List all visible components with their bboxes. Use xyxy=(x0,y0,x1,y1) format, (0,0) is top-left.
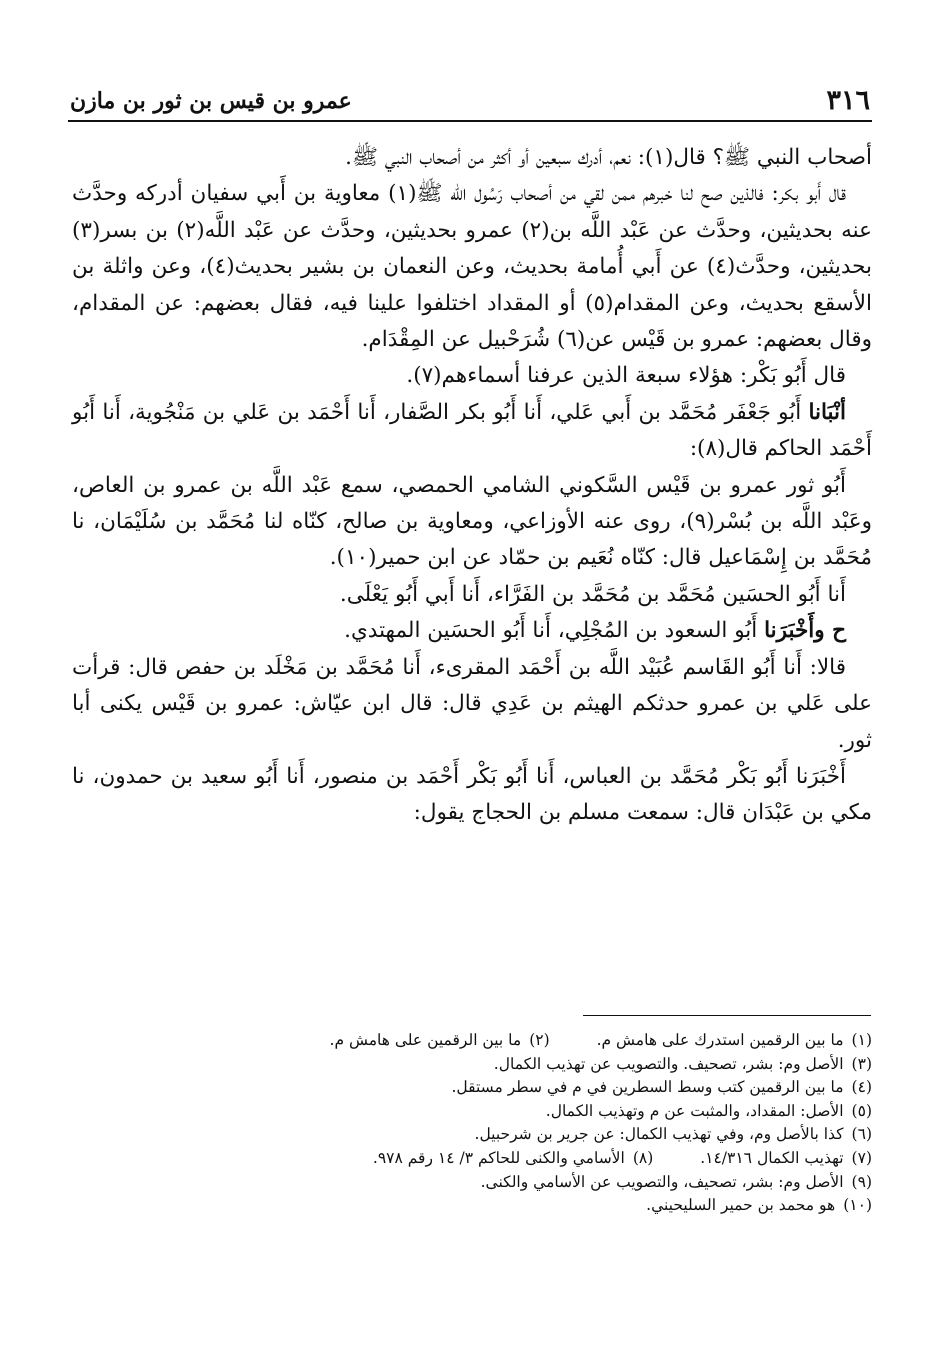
running-header xyxy=(70,84,870,118)
footnote-text: هو محمد بن حمير السليحيني. xyxy=(646,1196,836,1215)
main-text xyxy=(72,140,872,832)
footnote-row xyxy=(72,1100,872,1124)
chain-keyword: أنْبَانا xyxy=(808,399,846,425)
footnote-10 xyxy=(646,1194,872,1218)
footnote-row xyxy=(72,1029,872,1053)
footnote-number: (٤) xyxy=(851,1078,872,1097)
footnote-4 xyxy=(452,1076,873,1100)
paragraph-9: أَخْبَرَنا أَبُو بَكْر مُحَمَّد بن العباس، أَنا أَبُو بَكْر أَحْمَد بن منصور، أَنا أَبُو سعيد بن حمدون، نا مكي بن عَبْدَان قال: سمعت مسلم بن الحجاج يقول: xyxy=(72,763,872,826)
footnote-row xyxy=(72,1076,872,1100)
footnote-7 xyxy=(700,1147,872,1171)
footnote-row xyxy=(72,1147,872,1171)
footnote-number: (٩) xyxy=(851,1172,872,1191)
footnote-number: (١٠) xyxy=(843,1196,872,1215)
footnote-number: (١) xyxy=(851,1031,872,1049)
footnote-text: ما بين الرقمين على هامش م. xyxy=(329,1031,522,1049)
footnote-text: تهذيب الكمال ١٤/٣١٦. xyxy=(700,1148,844,1167)
running-title: عمرو بن قيس بن ثور بن مازن xyxy=(70,88,352,114)
footnote-text: الأصل وم: بشر، تصحيف، والتصويب عن الأسامي والكنى. xyxy=(480,1172,844,1191)
paragraph-1: أصحاب النبي ﷺ؟ قال(١): نعم، أدرك سبعين أو أكثر من أصحاب النبي ﷺ. xyxy=(345,145,872,170)
footnote-9 xyxy=(481,1171,872,1195)
footnote-number: (٧) xyxy=(851,1148,872,1167)
header-rule xyxy=(68,120,872,122)
paragraph-4-text: أَبُو جَعْفَر مُحَمَّد بن أَبي عَلي، أَنا أَبُو بكر الصَّفار، أَنا أَحْمَد بن عَلي بن مَنْجُوية، أَنا أَبُو أَحْمَد الحاكم قال(٨): xyxy=(72,399,872,462)
footnote-5 xyxy=(546,1100,872,1124)
footnote-number: (٥) xyxy=(851,1101,872,1120)
footnote-6 xyxy=(475,1123,872,1147)
paragraph-5: أَبُو ثور عمرو بن قَيْس السَّكوني الشامي الحمصي، سمع عَبْد اللَّه بن عمرو بن العاص، وعَبْد اللَّه بن بُسْر(٩)، روى عنه الأوزاعي، ومعاوية بن صالح، كنّاه لنا مُحَمَّد بن سُلَيْمَان، نا مُحَمَّد بن إِسْمَاعيل قال: كنّاه نُعَيم بن حمّاد عن ابن حمير(١٠). xyxy=(72,472,872,571)
paragraph-6: أَنا أَبُو الحسَين مُحَمَّد بن مُحَمَّد بن الفَرَّاء، أَنا أَبي أَبُو يَعْلَى. xyxy=(339,581,846,607)
footnote-row xyxy=(72,1171,872,1195)
page-number: ٣١٦ xyxy=(826,85,870,116)
footnote-rule xyxy=(583,1015,871,1016)
footnote-row xyxy=(72,1053,872,1077)
footnote-text: الأصل: المقداد، والمثبت عن م وتهذيب الكمال. xyxy=(545,1101,844,1120)
chain-keyword: ح وأَخْبَرَنا xyxy=(764,618,846,644)
footnote-text: ما بين الرقمين استدرك على هامش م. xyxy=(596,1031,844,1049)
footnote-2 xyxy=(330,1029,550,1053)
paragraph-3: قال أَبُو بَكْر: هؤلاء سبعة الذين عرفنا أسماءهم(٧). xyxy=(406,363,846,389)
footnote-3 xyxy=(494,1053,872,1077)
footnote-8 xyxy=(373,1147,653,1171)
paragraph-7 xyxy=(72,613,872,649)
footnote-text: الأصل وم: بشر، تصحيف. والتصويب عن تهذيب الكمال. xyxy=(493,1054,844,1073)
footnote-number: (٨) xyxy=(632,1148,654,1167)
paragraph-4 xyxy=(72,395,872,468)
paragraph-8: قالا: أَنا أَبُو القَاسم عُبَيْد اللَّه بن أَحْمَد المقرىء، أَنا مُحَمَّد بن مَخْلَد بن حفص قال: قرأت على عَلي بن عمرو حدثكم الهيثم بن عَدِي قال: قال ابن عيّاش: عمرو بن قَيْس يكنى أبا ثور. xyxy=(72,654,872,753)
footnote-number: (٢) xyxy=(529,1031,550,1049)
footnote-number: (٦) xyxy=(851,1125,872,1144)
paragraph-2: قال أَبو بكر: فالذين صح لنا خبرهم ممن لقي من أصحاب رَسُول الله ﷺ(١) معاوية بن أَبي سفيان أدركه وحدَّث عنه بحديثين، وحدَّث عن عَبْد اللَّه بن(٢) عمرو بحديثين، وحدَّث عن عَبْد اللَّه(٢) بن بسر(٣) بحديثين، وحدَّث(٤) عن أَبي أُمامة بحديث، وعن النعمان بن بشير بحديث(٤)، وعن واثلة بن الأسقع بحديث، وعن المقدام(٥) أو المقداد اختلفوا علينا فيه، فقال بعضهم: عن المقدام، وقال بعضهم: عمرو بن قَيْس عن(٦) شُرَحْبيل عن المِقْدَام. xyxy=(72,181,872,353)
footnote-text: ما بين الرقمين كتب وسط السطرين في م في سطر مستقل. xyxy=(451,1078,844,1097)
footnotes xyxy=(72,1029,872,1218)
footnote-text: كذا بالأصل وم، وفي تهذيب الكمال: عن جرير بن شرحبيل. xyxy=(474,1125,844,1144)
footnote-row xyxy=(72,1194,872,1218)
footnote-row xyxy=(72,1123,872,1147)
footnote-number: (٣) xyxy=(851,1054,872,1073)
footnote-text: الأسامي والكنى للحاكم ٣/ ١٤ رقم ٩٧٨. xyxy=(372,1148,625,1167)
paragraph-7-text: أَبُو السعود بن المُجْلِي، أَنا أَبُو الحسَين المهتدي. xyxy=(344,618,765,644)
footnote-1 xyxy=(597,1029,872,1053)
